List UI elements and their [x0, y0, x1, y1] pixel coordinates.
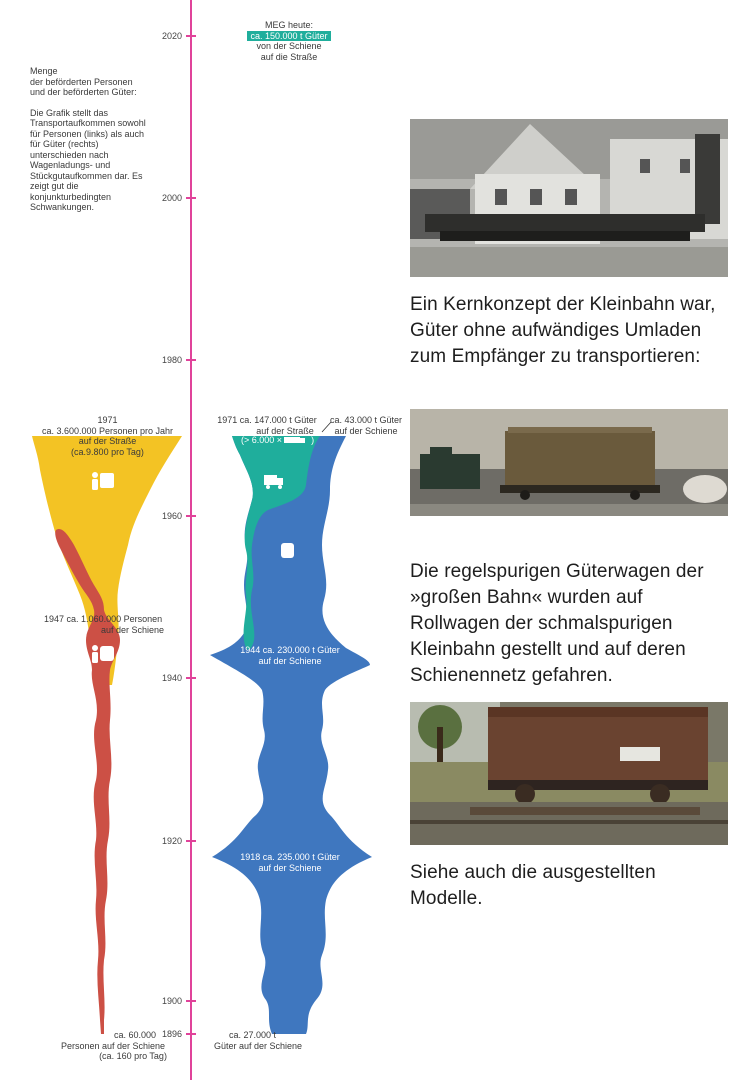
- intro-title: Menge der beförderten Personen und der beförderten Güter:: [30, 66, 137, 97]
- text-modelle: Siehe auch die ausgestellten Modelle.: [410, 862, 656, 909]
- goods-1944-value: 1944 ca. 230.000 t Güter: [240, 645, 340, 655]
- year-label-2000: 2000: [161, 193, 182, 203]
- persons-1947-value: ca. 1.060.000 Personen: [66, 614, 163, 624]
- goods-road-1971-mode: auf der Straße: [256, 425, 314, 436]
- year-label-1920: 1920: [161, 836, 182, 846]
- goods-1896-value: ca. 27.000 t: [229, 1030, 277, 1040]
- meg-today-line1: MEG heute:: [264, 20, 314, 30]
- persons-1896-daily: (ca. 160 pro Tag): [99, 1051, 167, 1061]
- year-label-2020: 2020: [161, 31, 182, 41]
- goods-1918-value: 1918 ca. 235.000 t Güter: [240, 852, 340, 862]
- goods-road-1971-value: ca. 147.000 t Güter: [239, 415, 317, 425]
- photo-historic-station: [410, 119, 728, 277]
- persons-peak-label: [30, 415, 185, 457]
- goods-1918-label: [225, 852, 355, 873]
- year-label-1940: 1940: [161, 673, 182, 683]
- intro-body: Die Grafik stellt das Transportaufkommen sowohl für Personen (links) als auch für Güter (rechts) unterschieden nach Wagenladungs- und Stückgutaufkommen dar. Es zeigt gut die konjunkturbedingten Schwankungen.: [30, 107, 146, 212]
- photo-model-wagon: [410, 702, 728, 845]
- text-kernkonzept: Ein Kernkonzept der Kleinbahn war, Güter ohne aufwändiges Umladen zum Empfänger zu transportieren:: [410, 294, 716, 367]
- trucks-count-note: [241, 435, 314, 446]
- goods-rail-1971-label: [326, 415, 406, 436]
- persons-peak-value: ca. 3.600.000 Personen pro Jahr: [41, 425, 174, 436]
- year-label-1960: 1960: [161, 511, 182, 521]
- year-label-1980: 1980: [161, 355, 182, 365]
- persons-1947-mode: auf der Schiene: [101, 624, 165, 635]
- train-icon: [281, 543, 294, 558]
- persons-peak-year: 1971: [97, 415, 118, 425]
- goods-1918-mode: auf der Schiene: [258, 862, 322, 873]
- goods-road-1971-label: [213, 415, 321, 436]
- meg-today-highlight: ca. 150.000 t Güter: [247, 31, 330, 41]
- trucks-count-close: ): [311, 435, 315, 445]
- photo-locomotive-wagon: [410, 409, 728, 516]
- goods-rail-1971-value: ca. 43.000 t Güter: [329, 415, 403, 425]
- meg-today-line3: von der Schiene: [256, 41, 322, 51]
- trucks-count-value: (> 6.000 ×: [241, 435, 283, 445]
- goods-1896-mode: Güter auf der Schiene: [214, 1040, 303, 1051]
- goods-1944-label: [225, 645, 355, 666]
- text-rollwagen: Die regelspurigen Güterwagen der »großen Bahn« wurden auf Rollwagen der schmalspurigen Kleinbahn gestellt und auf deren Schienennetz gefahren.: [410, 561, 704, 686]
- persons-1947-year: 1947: [44, 614, 65, 624]
- year-label-1900: 1900: [161, 996, 182, 1006]
- persons-peak-daily: (ca.9.800 pro Tag): [71, 446, 144, 457]
- goods-road-1971-year: 1971: [217, 415, 238, 425]
- persons-1896-mode: Personen auf der Schiene: [60, 1040, 166, 1051]
- persons-peak-mode: auf der Straße: [78, 436, 137, 446]
- meg-today-line4: auf die Straße: [260, 51, 318, 62]
- year-label-1896: 1896: [161, 1029, 182, 1039]
- goods-1944-mode: auf der Schiene: [258, 655, 322, 666]
- goods-1896-label: [214, 1030, 324, 1051]
- persons-1896-value: ca. 60.000: [113, 1030, 157, 1040]
- person-train-icon: [92, 645, 114, 663]
- goods-rail-area: [210, 436, 372, 1034]
- persons-1947-label: [44, 614, 184, 635]
- person-bus-icon: [92, 472, 114, 490]
- goods-rail-1971-mode: auf der Schiene: [334, 425, 398, 436]
- persons-1896-label: [48, 1030, 178, 1062]
